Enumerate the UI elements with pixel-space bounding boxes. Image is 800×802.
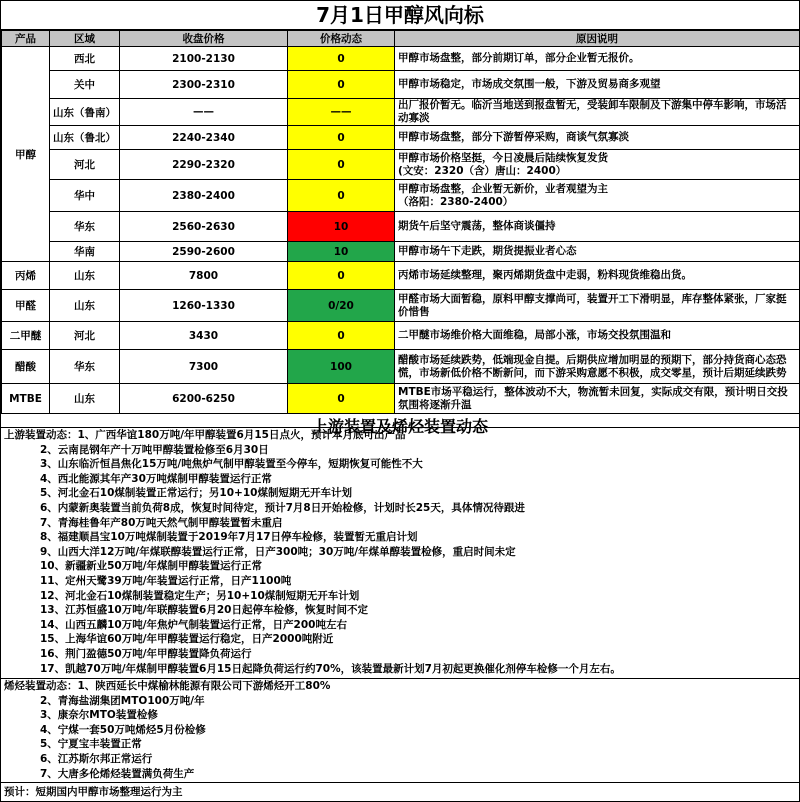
change-cell: 10 bbox=[288, 242, 395, 262]
col-header-region: 区域 bbox=[50, 31, 120, 47]
list-item: 6、内蒙新奥装置当前负荷8成，恢复时间待定，预计7月8日开始检修，计划时长25天，具体情况待跟进 bbox=[40, 501, 525, 514]
note-cell: 醋酸市场延续跌势，低端现金自提。后期供应增加明显的预期下，部分持货商心态恐慌，市场新低价格不断新问，而下游采购意愿不积极，成交零星，预计后期延续跌势 bbox=[395, 350, 800, 384]
table-row bbox=[2, 262, 800, 290]
list-item: 14、山西五麟10万吨/年焦炉气制装置运行正常，日产200吨左右 bbox=[40, 618, 347, 631]
col-header-change: 价格动态 bbox=[288, 31, 395, 47]
product-cell: 甲醛 bbox=[2, 290, 50, 322]
price-cell: 7300 bbox=[120, 350, 288, 384]
table-row bbox=[2, 350, 800, 384]
table-row bbox=[2, 180, 800, 212]
region-cell: 关中 bbox=[50, 71, 120, 99]
change-cell: 0 bbox=[288, 262, 395, 290]
change-cell: 0 bbox=[288, 71, 395, 99]
col-header-note: 原因说明 bbox=[395, 31, 800, 47]
price-cell: 2100-2130 bbox=[120, 47, 288, 71]
product-cell: 醋酸 bbox=[2, 350, 50, 384]
note-cell: 甲醇市场价格坚挺，今日凌晨后陆续恢复发货 (文安：2320（含）唐山：2400） bbox=[395, 150, 800, 180]
change-cell: 0 bbox=[288, 180, 395, 212]
list-item: 7、大唐多伦烯烃装置满负荷生产 bbox=[40, 767, 195, 780]
list-item: 7、青海桂鲁年产80万吨天然气制甲醇装置暂未重启 bbox=[40, 516, 283, 529]
table-row bbox=[2, 384, 800, 414]
region-cell: 华中 bbox=[50, 180, 120, 212]
col-header-product: 产品 bbox=[2, 31, 50, 47]
list-item: 3、山东临沂恒昌焦化15万吨/吨焦炉气制甲醇装置至今停车，短期恢复可能性不大 bbox=[40, 458, 423, 471]
list-item: 2、云南昆钢年产十万吨甲醇装置检修至6月30日 bbox=[40, 443, 269, 456]
note-cell: 甲醇市场稳定，市场成交氛围一般，下游及贸易商多观望 bbox=[395, 71, 800, 99]
region-cell: 华南 bbox=[50, 242, 120, 262]
upstream-block bbox=[1, 428, 799, 676]
list-item: 16、荆门盈德50万吨/年甲醇装置降负荷运行 bbox=[40, 647, 252, 660]
forecast: 预计：短期国内甲醇市场整理运行为主 bbox=[1, 782, 799, 801]
list-item: 17、凯越70万吨/年煤制甲醇装置6月15日起降负荷运行约70%，该装置最新计划7月初起更换催化剂停车检修一个月左右。 bbox=[40, 662, 621, 675]
note-cell: 甲醇市场午下走跌，期货提振业者心态 bbox=[395, 242, 800, 262]
price-cell: 2240-2340 bbox=[120, 126, 288, 150]
olefin-list bbox=[4, 694, 799, 782]
note-cell: 二甲醚市场维价格大面维稳，局部小涨，市场交投氛围温和 bbox=[395, 322, 800, 350]
price-cell: 2590-2600 bbox=[120, 242, 288, 262]
note-cell: 甲醇市场盘整，部分下游暂停采购，商谈气氛寡淡 bbox=[395, 126, 800, 150]
region-cell: 山东（鲁南） bbox=[50, 99, 120, 126]
table-row bbox=[2, 150, 800, 180]
region-cell: 河北 bbox=[50, 322, 120, 350]
list-item: 6、江苏斯尔邦正常运行 bbox=[40, 753, 153, 766]
list-item: 8、福建顺昌宝10万吨煤制装置于2019年7月17日停车检修，装置暂无重启计划 bbox=[40, 531, 418, 544]
table-row bbox=[2, 322, 800, 350]
change-cell: 100 bbox=[288, 350, 395, 384]
change-cell: —— bbox=[288, 99, 395, 126]
change-cell: 0 bbox=[288, 150, 395, 180]
price-table bbox=[1, 30, 800, 414]
table-row bbox=[2, 242, 800, 262]
change-cell: 0 bbox=[288, 322, 395, 350]
list-item: 3、康奈尔MTO装置检修 bbox=[40, 709, 158, 722]
note-cell: 甲醇市场盘整，部分前期订单，部分企业暂无报价。 bbox=[395, 47, 800, 71]
region-cell: 山东 bbox=[50, 262, 120, 290]
list-item: 5、河北金石10煤制装置正常运行；另10+10煤制短期无开车计划 bbox=[40, 487, 352, 500]
price-cell: —— bbox=[120, 99, 288, 126]
region-cell: 西北 bbox=[50, 47, 120, 71]
page-title: 7月1日甲醇风向标 bbox=[1, 1, 799, 30]
product-cell: 丙烯 bbox=[2, 262, 50, 290]
upstream-lead: 上游装置动态：1、广西华谊180万吨/年甲醇装置6月15日点火，预计本月底可出产品 bbox=[4, 429, 406, 441]
change-cell: 0 bbox=[288, 47, 395, 71]
note-cell: 出厂报价暂无。临沂当地送到报盘暂无，受装卸车限制及下游集中停车影响，市场活动寡淡 bbox=[395, 99, 800, 126]
table-row bbox=[2, 290, 800, 322]
product-cell: 二甲醚 bbox=[2, 322, 50, 350]
price-cell: 2380-2400 bbox=[120, 180, 288, 212]
table-body bbox=[2, 47, 800, 414]
product-cell: MTBE bbox=[2, 384, 50, 414]
note-cell: MTBE市场平稳运行，整体波动不大，物流暂未回复，实际成交有限，预计明日交投氛围将逐渐升温 bbox=[395, 384, 800, 414]
price-cell: 7800 bbox=[120, 262, 288, 290]
note-cell: 甲醛市场大面暂稳，原料甲醇支撑尚可，装置开工下滑明显，库存整体紧张，厂家挺价惜售 bbox=[395, 290, 800, 322]
note-cell: 丙烯市场延续整理，聚丙烯期货盘中走弱，粉料现货维稳出货。 bbox=[395, 262, 800, 290]
region-cell: 华东 bbox=[50, 350, 120, 384]
col-header-price: 收盘价格 bbox=[120, 31, 288, 47]
list-item: 5、宁夏宝丰装置正常 bbox=[40, 738, 142, 751]
table-header-row bbox=[2, 31, 800, 47]
price-cell: 6200-6250 bbox=[120, 384, 288, 414]
list-item: 15、上海华谊60万吨/年甲醇装置运行稳定，日产2000吨附近 bbox=[40, 633, 334, 646]
table-row bbox=[2, 47, 800, 71]
table-row bbox=[2, 126, 800, 150]
region-cell: 山东（鲁北） bbox=[50, 126, 120, 150]
section-title: 上游装置及烯烃装置动态 bbox=[1, 414, 799, 428]
price-cell: 2290-2320 bbox=[120, 150, 288, 180]
olefin-block bbox=[1, 678, 799, 781]
list-item: 2、青海盐湖集团MTO100万吨/年 bbox=[40, 694, 205, 707]
price-cell: 2300-2310 bbox=[120, 71, 288, 99]
change-cell: 0 bbox=[288, 384, 395, 414]
table-row bbox=[2, 99, 800, 126]
list-item: 13、江苏恒盛10万吨/年联醇装置6月20日起停车检修，恢复时间不定 bbox=[40, 604, 368, 617]
region-cell: 山东 bbox=[50, 384, 120, 414]
price-cell: 2560-2630 bbox=[120, 212, 288, 242]
list-item: 10、新疆新业50万吨/年煤制甲醇装置运行正常 bbox=[40, 560, 263, 573]
region-cell: 河北 bbox=[50, 150, 120, 180]
change-cell: 10 bbox=[288, 212, 395, 242]
region-cell: 山东 bbox=[50, 290, 120, 322]
table-row bbox=[2, 212, 800, 242]
region-cell: 华东 bbox=[50, 212, 120, 242]
list-item: 4、宁煤一套50万吨烯烃5月份检修 bbox=[40, 723, 206, 736]
note-cell: 期货午后坚守震荡，整体商谈僵持 bbox=[395, 212, 800, 242]
price-cell: 3430 bbox=[120, 322, 288, 350]
list-item: 4、西北能源其年产30万吨煤制甲醇装置运行正常 bbox=[40, 472, 272, 485]
change-cell: 0 bbox=[288, 126, 395, 150]
olefin-lead: 烯烃装置动态：1、陕西延长中煤榆林能源有限公司下游烯烃开工80% bbox=[4, 680, 331, 693]
upstream-list bbox=[4, 443, 799, 677]
list-item: 11、定州天鹭39万吨/年装置运行正常，日产1100吨 bbox=[40, 574, 292, 587]
table-row bbox=[2, 71, 800, 99]
list-item: 12、河北金石10煤制装置稳定生产；另10+10煤制短期无开车计划 bbox=[40, 589, 360, 602]
list-item: 9、山西大洋12万吨/年煤联醇装置运行正常，日产300吨；30万吨/年煤单醇装置检修，重启时间未定 bbox=[40, 545, 516, 558]
price-cell: 1260-1330 bbox=[120, 290, 288, 322]
product-cell: 甲醇 bbox=[2, 47, 50, 262]
change-cell: 0/20 bbox=[288, 290, 395, 322]
note-cell: 甲醇市场盘整，企业暂无新价，业者观望为主 （洛阳：2380-2400） bbox=[395, 180, 800, 212]
